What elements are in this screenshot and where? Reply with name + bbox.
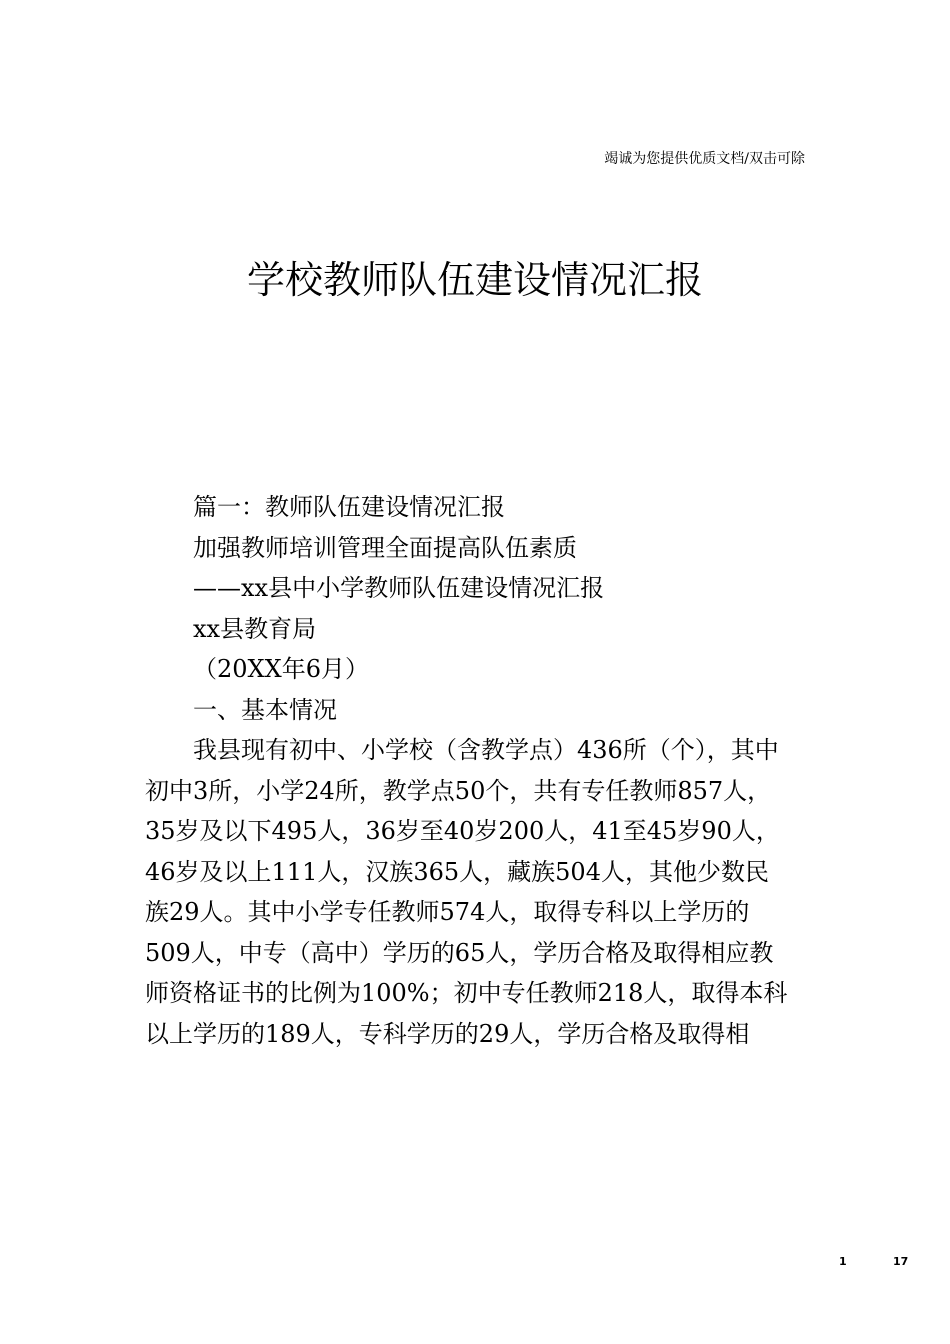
- header-note: 竭诚为您提供优质文档/双击可除: [604, 151, 805, 167]
- section-heading: 篇一：教师队伍建设情况汇报: [193, 493, 505, 521]
- paragraph-line: 35岁及以下495人，36岁至40岁200人，41至45岁90人，: [145, 817, 780, 845]
- paragraph-line: 初中3所，小学24所，教学点50个，共有专任教师857人，: [145, 776, 772, 805]
- section-heading: 一、基本情况: [193, 695, 337, 724]
- page-number-current: 1: [839, 1255, 847, 1268]
- paragraph-line: 族29人。其中小学专任教师574人，取得专科以上学历的: [145, 898, 750, 926]
- paragraph-line: 以上学历的189人，专科学历的29人，学历合格及取得相: [145, 1019, 750, 1048]
- subtitle-line: ——xx县中小学教师队伍建设情况汇报: [193, 574, 605, 602]
- document-title: 学校教师队伍建设情况汇报: [246, 258, 703, 302]
- subtitle-line: 加强教师培训管理全面提高队伍素质: [193, 533, 577, 562]
- author-line: xx县教育局: [193, 614, 317, 643]
- paragraph-line: 我县现有初中、小学校（含教学点）436所（个），其中: [193, 736, 779, 764]
- paragraph-line: 509人，中专（高中）学历的65人，学历合格及取得相应教: [145, 938, 774, 967]
- paragraph-line: 师资格证书的比例为100%；初中专任教师218人，取得本科: [145, 979, 788, 1007]
- page-number-total: 17: [893, 1255, 909, 1268]
- document-body: [145, 487, 807, 1054]
- paragraph-line: 46岁及以上111人，汉族365人，藏族504人，其他少数民: [145, 857, 769, 886]
- date-line: （20XX年6月）: [193, 655, 369, 683]
